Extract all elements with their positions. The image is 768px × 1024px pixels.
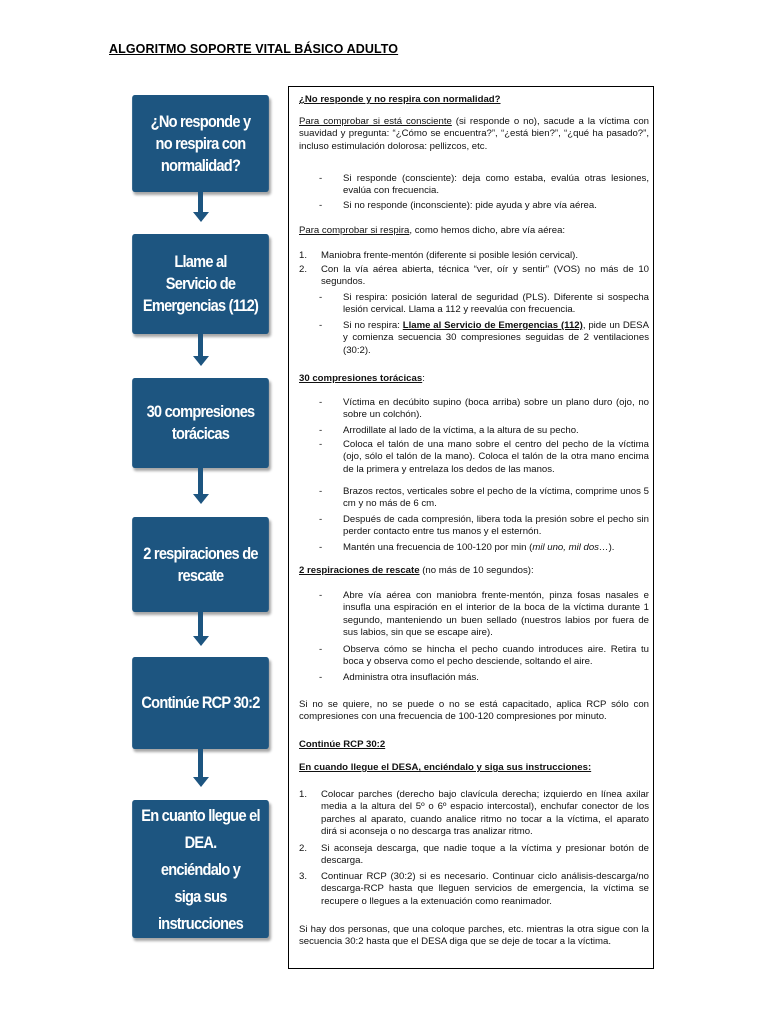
- bullet-dash: -: [319, 200, 323, 211]
- list-item: Coloca el talón de una mano sobre el centro del pecho de la víctima (ojo, sólo el talón de la mano). Coloca el talón de la otra mano encima de la primera y entrelaza los dedos de las manos.: [343, 439, 649, 475]
- flow-step-dea: [132, 800, 269, 938]
- list-item: Si no responde (inconsciente): pide ayuda y abre vía aérea.: [343, 200, 597, 211]
- bullet-dash: -: [319, 173, 323, 184]
- list-item: Mantén una frecuencia de 100-120 por min (mil uno, mil dos…).: [343, 542, 615, 553]
- down-arrow-icon: [194, 468, 208, 504]
- flow-step-label: En cuanto llegue el DEA. enciéndalo y siga sus instrucciones: [141, 805, 260, 933]
- paragraph-consciente: Para comprobar si está consciente (si responde o no), sacude a la víctima con suavidad y pregunta: “¿Cómo se encuentra?”, “¿está bien?”, “¿qué ha pasado?”, incluso estimulación dolorosa: pellizcos, etc.: [299, 116, 649, 152]
- section-heading: 2 respiraciones de rescate (no más de 10 segundos):: [299, 565, 534, 576]
- list-item: Colocar parches (derecho bajo clavícula derecha; izquierdo en línea axilar media a la altura del 5º o 6º espacio intercostal), enchufar conector de los parches al aparato, cuando analice ritmo no tocar a la víctima, el aparato dirá si aconseja o no descarga tras analizar ritmo.: [321, 789, 649, 838]
- list-item: Si no respira: Llame al Servicio de Emergencias (112), pide un DESA y comienza secuencia 30 compresiones seguidas de 2 ventilaciones (30:2).: [343, 320, 649, 356]
- section-heading: 30 compresiones torácicas:: [299, 373, 425, 384]
- down-arrow-icon: [194, 334, 208, 366]
- flow-step-llame-112: [132, 234, 269, 334]
- bullet-dash: -: [319, 672, 323, 683]
- list-item: Si aconseja descarga, que nadie toque a la víctima y presionar botón de descarga.: [321, 843, 649, 867]
- list-item: Después de cada compresión, libera toda la presión sobre el pecho sin perder contacto entre tus manos y el esternón.: [343, 514, 649, 538]
- list-number: 1.: [299, 789, 308, 800]
- list-number: 2.: [299, 843, 308, 854]
- list-item: Observa cómo se hincha el pecho cuando introduces aire. Retira tu boca y observa como el pecho desciende, soltando el aire.: [343, 644, 649, 668]
- bullet-dash: -: [319, 439, 323, 450]
- down-arrow-icon: [194, 612, 208, 646]
- down-arrow-icon: [194, 192, 208, 222]
- paragraph-dos-personas: Si hay dos personas, que una coloque parches, etc. mientras la otra sigue con la secuencia 30:2 hasta que el DESA diga que se deje de tocar a la víctima.: [299, 924, 649, 948]
- list-item: Si respira: posición lateral de seguridad (PLS). Diferente si sospecha lesión cervical. Llama a 112 y reevalúa con frecuencia.: [343, 292, 649, 316]
- list-item: Con la vía aérea abierta, técnica “ver, oír y sentir” (VOS) no más de 10 segundos.: [321, 264, 649, 288]
- paragraph-respira: Para comprobar si respira, como hemos dicho, abre vía aérea:: [299, 225, 566, 236]
- bullet-dash: -: [319, 590, 323, 601]
- flow-step-continue-rcp: [132, 657, 269, 749]
- bullet-dash: -: [319, 425, 323, 436]
- list-item: Arrodillate al lado de la víctima, a la altura de su pecho.: [343, 425, 579, 436]
- list-item: Brazos rectos, verticales sobre el pecho de la víctima, comprime unos 5 cm y no más de 6 cm.: [343, 486, 649, 510]
- flow-step-label: ¿No responde y no respira con normalidad?: [150, 111, 251, 175]
- list-item: Administra otra insuflación más.: [343, 672, 479, 683]
- bullet-dash: -: [319, 514, 323, 525]
- list-item: Abre vía aérea con maniobra frente-mentón, pinza fosas nasales e insufla una espiración en el interior de la boca de la víctima durante 1 segundo, manteniendo un buen sellado (nuestros labios por fuera de sus labios, sin que se escape aire).: [343, 590, 649, 639]
- flow-step-respiraciones: [132, 517, 269, 612]
- list-number: 2.: [299, 264, 308, 275]
- bullet-dash: -: [319, 320, 323, 331]
- section-heading: En cuando llegue el DESA, enciéndalo y siga sus instrucciones:: [299, 762, 592, 773]
- section-heading: ¿No responde y no respira con normalidad?: [299, 94, 501, 105]
- bullet-dash: -: [319, 486, 323, 497]
- document-title: ALGORITMO SOPORTE VITAL BÁSICO ADULTO: [109, 42, 399, 56]
- list-item: Si responde (consciente): deja como estaba, evalúa otras lesiones, evalúa con frecuencia.: [343, 173, 649, 197]
- instructions-panel: [288, 86, 654, 969]
- flow-step-label: 30 compresiones torácicas: [146, 402, 255, 443]
- list-item: Víctima en decúbito supino (boca arriba) sobre un plano duro (ojo, no sobre un colchón).: [343, 397, 649, 421]
- bullet-dash: -: [319, 542, 323, 553]
- flow-step-label: Llame al Servicio de Emergencias (112): [142, 252, 259, 315]
- section-heading: Continúe RCP 30:2: [299, 739, 386, 750]
- list-number: 1.: [299, 250, 308, 261]
- list-number: 3.: [299, 871, 308, 882]
- flow-step-label: 2 respiraciones de rescate: [143, 543, 258, 585]
- bullet-dash: -: [319, 644, 323, 655]
- list-item: Continuar RCP (30:2) si es necesario. Continuar ciclo análisis-descarga/no descarga-RCP hasta que lleguen servicios de emergencia, la víctima se recupere o llegues a la extenuación como reanimador.: [321, 871, 649, 907]
- list-item: Maniobra frente-mentón (diferente si posible lesión cervical).: [321, 250, 579, 261]
- paragraph-solo-compresiones: Si no se quiere, no se puede o no se está capacitado, aplica RCP sólo con compresiones con una frecuencia de 100-120 compresiones por minuto.: [299, 699, 649, 723]
- bullet-dash: -: [319, 397, 323, 408]
- flow-step-no-responde: [132, 95, 269, 192]
- down-arrow-icon: [194, 749, 208, 787]
- bullet-dash: -: [319, 292, 323, 303]
- flow-step-label: Continúe RCP 30:2: [141, 693, 260, 712]
- flow-step-compresiones: [132, 378, 269, 468]
